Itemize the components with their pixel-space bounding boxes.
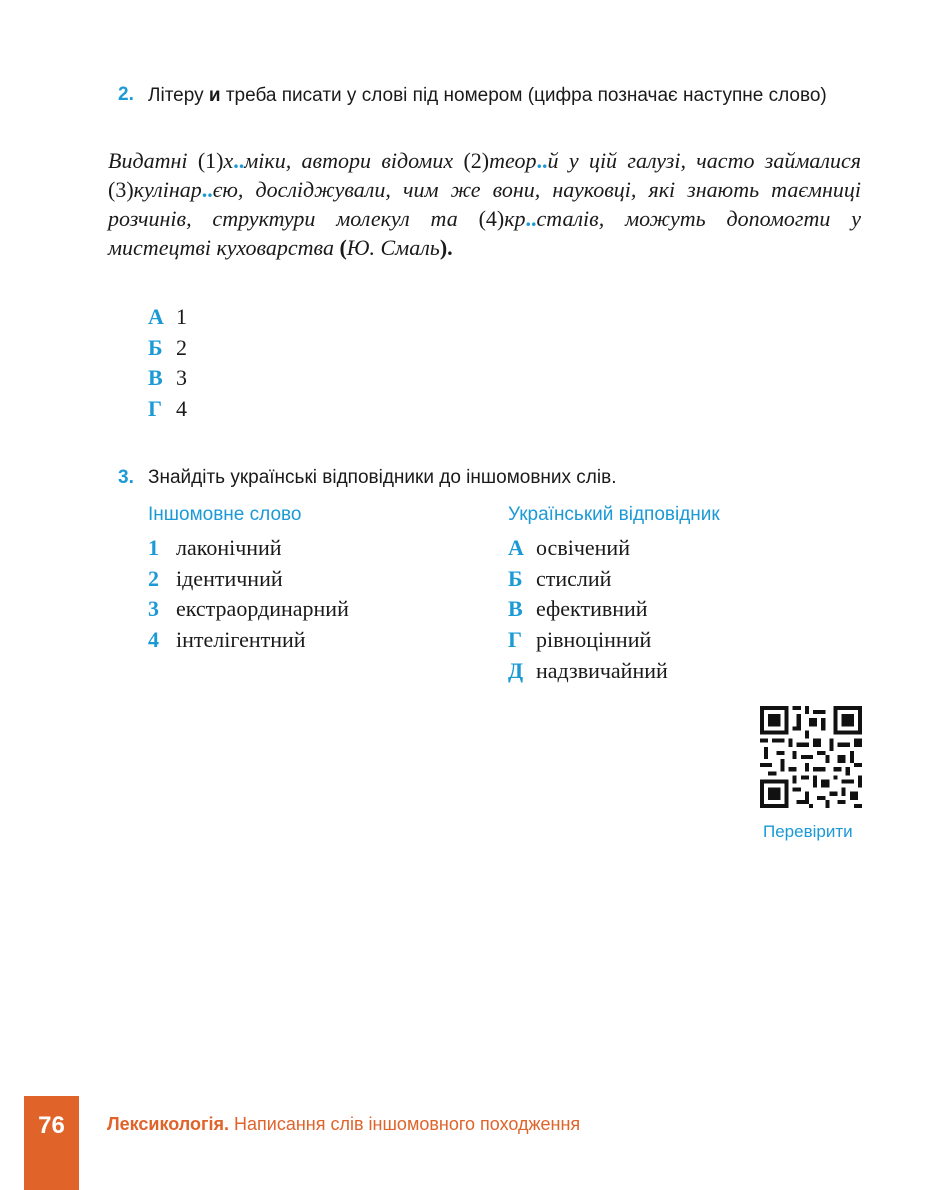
list-item[interactable] (148, 594, 349, 625)
question-2-text (148, 82, 860, 110)
passage (108, 146, 861, 262)
item-word: ідентичний (176, 565, 283, 591)
option-letter: Б (148, 334, 163, 360)
item-number: 3 (148, 596, 159, 622)
list-item[interactable] (508, 533, 668, 564)
option-letter: А (148, 304, 164, 330)
left-column-header: Іншомовне слово (148, 504, 302, 525)
passage-part: й у цій галузі, часто займалися (547, 148, 862, 173)
author-bracket: ( (339, 235, 347, 260)
item-letter: А (508, 535, 524, 561)
list-item[interactable] (148, 564, 349, 595)
list-item[interactable] (508, 655, 668, 686)
item-word: рівноцінний (536, 627, 652, 653)
passage-part: кулінар (133, 177, 202, 202)
question-3-number: 3. (118, 467, 134, 488)
question-2-letter: и (208, 85, 221, 106)
gap-dots: .. (201, 177, 213, 202)
passage-part: х (223, 148, 234, 173)
question-3-text: Знайдіть українські відповідники до іншомовних слів. (148, 467, 617, 488)
footer-topic: Написання слів іншомовного походження (234, 1114, 581, 1134)
passage-part: єю, досліджували, чим же вони, науковці, які знають таємниці розчинів, структури молекул та (108, 177, 861, 231)
item-letter: В (508, 596, 523, 622)
passage-part: сталів, можуть допомогти у мистецтві куховарства (108, 206, 861, 260)
footer-title (107, 1114, 580, 1135)
item-number: 4 (148, 627, 159, 653)
option-value: 2 (176, 334, 187, 360)
foreign-words-list (148, 533, 349, 655)
item-word: екстраординарний (176, 596, 349, 622)
passage-part: Видатні (108, 148, 198, 173)
word-number: (1) (197, 148, 224, 173)
option-value: 3 (176, 365, 187, 391)
word-number: (4) (478, 206, 505, 231)
author-bracket: ). (439, 235, 453, 260)
ukrainian-equivalents-list (508, 533, 668, 686)
gap-dots: .. (233, 148, 245, 173)
item-letter: Д (508, 657, 524, 683)
item-word: ефективний (536, 596, 648, 622)
answer-option[interactable] (148, 394, 187, 425)
list-item[interactable] (508, 625, 668, 656)
item-word: інтелігентний (176, 627, 306, 653)
item-letter: Б (508, 565, 523, 591)
qr-code-icon[interactable] (760, 706, 862, 808)
list-item[interactable] (148, 625, 349, 656)
word-number: (3) (108, 177, 134, 202)
item-word: лаконічний (176, 535, 282, 561)
answer-option[interactable] (148, 302, 187, 333)
passage-part: кр (504, 206, 526, 231)
question-2-text-before: Літеру (148, 85, 209, 106)
answer-option[interactable] (148, 333, 187, 364)
item-number: 1 (148, 535, 159, 561)
check-link[interactable]: Перевірити (763, 822, 853, 841)
list-item[interactable] (508, 594, 668, 625)
answer-option[interactable] (148, 363, 187, 394)
passage-author: Ю. Смаль (346, 235, 440, 260)
option-value: 1 (176, 304, 187, 330)
item-letter: Г (508, 627, 522, 653)
item-word: освічений (536, 535, 630, 561)
page-number: 76 (24, 1096, 79, 1190)
gap-dots: .. (536, 148, 548, 173)
gap-dots: .. (525, 206, 537, 231)
item-number: 2 (148, 565, 159, 591)
passage-part: теор (489, 148, 537, 173)
list-item[interactable] (148, 533, 349, 564)
option-letter: В (148, 365, 163, 391)
right-column-header: Український відповідник (508, 504, 720, 525)
question-2-number: 2. (118, 84, 134, 105)
footer-section: Лексикологія. (107, 1114, 230, 1134)
item-word: стислий (536, 565, 612, 591)
word-number: (2) (463, 148, 490, 173)
passage-part: міки, автори відомих (244, 148, 464, 173)
item-word: надзвичайний (536, 657, 668, 683)
question-2-text-after: треба писати у слові під номером (цифра позначає наступне слово) (220, 85, 827, 106)
option-letter: Г (148, 396, 162, 422)
answer-options (148, 302, 187, 424)
option-value: 4 (176, 396, 187, 422)
list-item[interactable] (508, 564, 668, 595)
